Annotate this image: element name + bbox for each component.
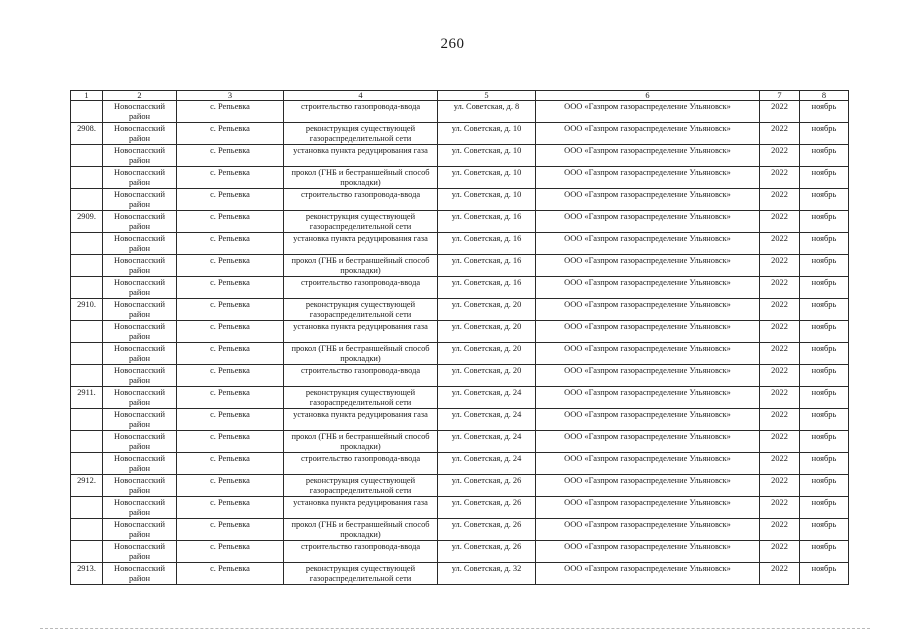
district-cell: Новоспасский район: [103, 189, 177, 211]
year-cell: 2022: [760, 321, 800, 343]
work-type-cell: установка пункта редуцирования газа: [284, 233, 438, 255]
year-cell: 2022: [760, 343, 800, 365]
organization-cell: ООО «Газпром газораспределение Ульяновск»: [536, 211, 760, 233]
settlement-cell: с. Репьевка: [177, 277, 284, 299]
row-number: [71, 167, 103, 189]
settlement-cell: с. Репьевка: [177, 189, 284, 211]
year-cell: 2022: [760, 299, 800, 321]
organization-cell: ООО «Газпром газораспределение Ульяновск»: [536, 387, 760, 409]
row-number: [71, 233, 103, 255]
column-header: 7: [760, 91, 800, 101]
row-number: [71, 101, 103, 123]
row-number: [71, 277, 103, 299]
address-cell: ул. Советская, д. 32: [438, 563, 536, 585]
row-number: [71, 409, 103, 431]
work-type-cell: прокол (ГНБ и бестраншейный способ прокладки): [284, 255, 438, 277]
address-cell: ул. Советская, д. 24: [438, 387, 536, 409]
month-cell: ноябрь: [800, 277, 849, 299]
organization-cell: ООО «Газпром газораспределение Ульяновск»: [536, 321, 760, 343]
work-type-cell: строительство газопровода-ввода: [284, 189, 438, 211]
year-cell: 2022: [760, 211, 800, 233]
address-cell: ул. Советская, д. 20: [438, 343, 536, 365]
address-cell: ул. Советская, д. 26: [438, 475, 536, 497]
header-row: [71, 91, 849, 101]
district-cell: Новоспасский район: [103, 145, 177, 167]
district-cell: Новоспасский район: [103, 101, 177, 123]
organization-cell: ООО «Газпром газораспределение Ульяновск»: [536, 431, 760, 453]
work-type-cell: прокол (ГНБ и бестраншейный способ прокладки): [284, 519, 438, 541]
address-cell: ул. Советская, д. 26: [438, 541, 536, 563]
address-cell: ул. Советская, д. 10: [438, 123, 536, 145]
organization-cell: ООО «Газпром газораспределение Ульяновск»: [536, 541, 760, 563]
row-number: [71, 431, 103, 453]
district-cell: Новоспасский район: [103, 167, 177, 189]
work-type-cell: реконструкция существующей газораспределительной сети: [284, 299, 438, 321]
row-number: 2912.: [71, 475, 103, 497]
table-row: [71, 475, 849, 497]
district-cell: Новоспасский район: [103, 387, 177, 409]
organization-cell: ООО «Газпром газораспределение Ульяновск»: [536, 453, 760, 475]
district-cell: Новоспасский район: [103, 299, 177, 321]
row-number: [71, 255, 103, 277]
address-cell: ул. Советская, д. 26: [438, 519, 536, 541]
work-type-cell: строительство газопровода-ввода: [284, 365, 438, 387]
month-cell: ноябрь: [800, 453, 849, 475]
row-number: [71, 321, 103, 343]
organization-cell: ООО «Газпром газораспределение Ульяновск»: [536, 497, 760, 519]
work-type-cell: реконструкция существующей газораспределительной сети: [284, 123, 438, 145]
year-cell: 2022: [760, 475, 800, 497]
settlement-cell: с. Репьевка: [177, 365, 284, 387]
year-cell: 2022: [760, 233, 800, 255]
table-header: [71, 91, 849, 101]
work-type-cell: строительство газопровода-ввода: [284, 453, 438, 475]
settlement-cell: с. Репьевка: [177, 519, 284, 541]
column-header: 1: [71, 91, 103, 101]
row-number: [71, 145, 103, 167]
year-cell: 2022: [760, 497, 800, 519]
work-type-cell: строительство газопровода-ввода: [284, 277, 438, 299]
table-row: [71, 541, 849, 563]
work-type-cell: реконструкция существующей газораспределительной сети: [284, 475, 438, 497]
work-type-cell: установка пункта редуцирования газа: [284, 409, 438, 431]
year-cell: 2022: [760, 101, 800, 123]
work-type-cell: прокол (ГНБ и бестраншейный способ прокладки): [284, 431, 438, 453]
organization-cell: ООО «Газпром газораспределение Ульяновск»: [536, 101, 760, 123]
organization-cell: ООО «Газпром газораспределение Ульяновск»: [536, 299, 760, 321]
settlement-cell: с. Репьевка: [177, 453, 284, 475]
organization-cell: ООО «Газпром газораспределение Ульяновск»: [536, 233, 760, 255]
page-number: 260: [440, 36, 465, 52]
district-cell: Новоспасский район: [103, 497, 177, 519]
settlement-cell: с. Репьевка: [177, 497, 284, 519]
district-cell: Новоспасский район: [103, 211, 177, 233]
table-row: [71, 321, 849, 343]
organization-cell: ООО «Газпром газораспределение Ульяновск»: [536, 563, 760, 585]
address-cell: ул. Советская, д. 16: [438, 277, 536, 299]
organization-cell: ООО «Газпром газораспределение Ульяновск»: [536, 123, 760, 145]
district-cell: Новоспасский район: [103, 123, 177, 145]
row-number: [71, 519, 103, 541]
year-cell: 2022: [760, 387, 800, 409]
work-type-cell: установка пункта редуцирования газа: [284, 497, 438, 519]
year-cell: 2022: [760, 123, 800, 145]
column-header: 4: [284, 91, 438, 101]
address-cell: ул. Советская, д. 10: [438, 189, 536, 211]
year-cell: 2022: [760, 453, 800, 475]
column-header: 2: [103, 91, 177, 101]
table-row: [71, 519, 849, 541]
month-cell: ноябрь: [800, 189, 849, 211]
organization-cell: ООО «Газпром газораспределение Ульяновск»: [536, 343, 760, 365]
year-cell: 2022: [760, 277, 800, 299]
district-cell: Новоспасский район: [103, 409, 177, 431]
organization-cell: ООО «Газпром газораспределение Ульяновск»: [536, 277, 760, 299]
table-row: [71, 101, 849, 123]
district-cell: Новоспасский район: [103, 233, 177, 255]
district-cell: Новоспасский район: [103, 365, 177, 387]
settlement-cell: с. Репьевка: [177, 299, 284, 321]
month-cell: ноябрь: [800, 343, 849, 365]
address-cell: ул. Советская, д. 10: [438, 145, 536, 167]
table-row: [71, 167, 849, 189]
year-cell: 2022: [760, 365, 800, 387]
table-row: [71, 145, 849, 167]
year-cell: 2022: [760, 409, 800, 431]
district-cell: Новоспасский район: [103, 277, 177, 299]
work-type-cell: реконструкция существующей газораспределительной сети: [284, 563, 438, 585]
row-number: [71, 343, 103, 365]
address-cell: ул. Советская, д. 16: [438, 233, 536, 255]
settlement-cell: с. Репьевка: [177, 409, 284, 431]
table-row: [71, 189, 849, 211]
month-cell: ноябрь: [800, 255, 849, 277]
district-cell: Новоспасский район: [103, 541, 177, 563]
year-cell: 2022: [760, 563, 800, 585]
address-cell: ул. Советская, д. 20: [438, 321, 536, 343]
district-cell: Новоспасский район: [103, 343, 177, 365]
year-cell: 2022: [760, 255, 800, 277]
work-type-cell: реконструкция существующей газораспределительной сети: [284, 211, 438, 233]
year-cell: 2022: [760, 431, 800, 453]
table-row: [71, 497, 849, 519]
organization-cell: ООО «Газпром газораспределение Ульяновск»: [536, 167, 760, 189]
work-type-cell: прокол (ГНБ и бестраншейный способ прокладки): [284, 167, 438, 189]
month-cell: ноябрь: [800, 233, 849, 255]
month-cell: ноябрь: [800, 365, 849, 387]
table-row: [71, 343, 849, 365]
month-cell: ноябрь: [800, 497, 849, 519]
settlement-cell: с. Репьевка: [177, 431, 284, 453]
month-cell: ноябрь: [800, 101, 849, 123]
table-row: [71, 123, 849, 145]
district-cell: Новоспасский район: [103, 453, 177, 475]
address-cell: ул. Советская, д. 26: [438, 497, 536, 519]
table-row: [71, 431, 849, 453]
register-table: [70, 90, 849, 585]
settlement-cell: с. Репьевка: [177, 145, 284, 167]
table-row: [71, 387, 849, 409]
row-number: [71, 189, 103, 211]
month-cell: ноябрь: [800, 519, 849, 541]
month-cell: ноябрь: [800, 123, 849, 145]
month-cell: ноябрь: [800, 431, 849, 453]
organization-cell: ООО «Газпром газораспределение Ульяновск»: [536, 145, 760, 167]
row-number: [71, 365, 103, 387]
work-type-cell: установка пункта редуцирования газа: [284, 321, 438, 343]
column-header: 6: [536, 91, 760, 101]
table-row: [71, 409, 849, 431]
work-type-cell: реконструкция существующей газораспределительной сети: [284, 387, 438, 409]
column-header: 3: [177, 91, 284, 101]
table-row: [71, 365, 849, 387]
settlement-cell: с. Репьевка: [177, 233, 284, 255]
district-cell: Новоспасский район: [103, 321, 177, 343]
month-cell: ноябрь: [800, 299, 849, 321]
organization-cell: ООО «Газпром газораспределение Ульяновск»: [536, 365, 760, 387]
address-cell: ул. Советская, д. 16: [438, 211, 536, 233]
row-number: 2911.: [71, 387, 103, 409]
district-cell: Новоспасский район: [103, 519, 177, 541]
row-number: [71, 453, 103, 475]
settlement-cell: с. Репьевка: [177, 255, 284, 277]
column-header: 8: [800, 91, 849, 101]
organization-cell: ООО «Газпром газораспределение Ульяновск»: [536, 409, 760, 431]
table-row: [71, 211, 849, 233]
organization-cell: ООО «Газпром газораспределение Ульяновск»: [536, 255, 760, 277]
address-cell: ул. Советская, д. 8: [438, 101, 536, 123]
month-cell: ноябрь: [800, 563, 849, 585]
settlement-cell: с. Репьевка: [177, 211, 284, 233]
settlement-cell: с. Репьевка: [177, 101, 284, 123]
work-type-cell: строительство газопровода-ввода: [284, 541, 438, 563]
table-row: [71, 233, 849, 255]
address-cell: ул. Советская, д. 16: [438, 255, 536, 277]
settlement-cell: с. Репьевка: [177, 167, 284, 189]
table-body: [71, 101, 849, 585]
year-cell: 2022: [760, 519, 800, 541]
month-cell: ноябрь: [800, 409, 849, 431]
month-cell: ноябрь: [800, 145, 849, 167]
address-cell: ул. Советская, д. 20: [438, 365, 536, 387]
month-cell: ноябрь: [800, 211, 849, 233]
district-cell: Новоспасский район: [103, 255, 177, 277]
month-cell: ноябрь: [800, 167, 849, 189]
settlement-cell: с. Репьевка: [177, 563, 284, 585]
settlement-cell: с. Репьевка: [177, 123, 284, 145]
settlement-cell: с. Репьевка: [177, 321, 284, 343]
row-number: 2913.: [71, 563, 103, 585]
address-cell: ул. Советская, д. 20: [438, 299, 536, 321]
table-row: [71, 277, 849, 299]
table-row: [71, 563, 849, 585]
settlement-cell: с. Репьевка: [177, 343, 284, 365]
organization-cell: ООО «Газпром газораспределение Ульяновск»: [536, 519, 760, 541]
address-cell: ул. Советская, д. 10: [438, 167, 536, 189]
work-type-cell: установка пункта редуцирования газа: [284, 145, 438, 167]
row-number: 2909.: [71, 211, 103, 233]
row-number: [71, 497, 103, 519]
district-cell: Новоспасский район: [103, 475, 177, 497]
month-cell: ноябрь: [800, 321, 849, 343]
settlement-cell: с. Репьевка: [177, 541, 284, 563]
address-cell: ул. Советская, д. 24: [438, 431, 536, 453]
year-cell: 2022: [760, 167, 800, 189]
scan-artifact-line: [40, 628, 870, 630]
month-cell: ноябрь: [800, 387, 849, 409]
month-cell: ноябрь: [800, 541, 849, 563]
year-cell: 2022: [760, 189, 800, 211]
settlement-cell: с. Репьевка: [177, 387, 284, 409]
table-row: [71, 299, 849, 321]
organization-cell: ООО «Газпром газораспределение Ульяновск»: [536, 189, 760, 211]
table-row: [71, 255, 849, 277]
work-type-cell: строительство газопровода-ввода: [284, 101, 438, 123]
district-cell: Новоспасский район: [103, 563, 177, 585]
year-cell: 2022: [760, 541, 800, 563]
address-cell: ул. Советская, д. 24: [438, 453, 536, 475]
district-cell: Новоспасский район: [103, 431, 177, 453]
row-number: 2908.: [71, 123, 103, 145]
row-number: [71, 541, 103, 563]
work-type-cell: прокол (ГНБ и бестраншейный способ прокладки): [284, 343, 438, 365]
year-cell: 2022: [760, 145, 800, 167]
row-number: 2910.: [71, 299, 103, 321]
organization-cell: ООО «Газпром газораспределение Ульяновск»: [536, 475, 760, 497]
column-header: 5: [438, 91, 536, 101]
settlement-cell: с. Репьевка: [177, 475, 284, 497]
table-row: [71, 453, 849, 475]
address-cell: ул. Советская, д. 24: [438, 409, 536, 431]
month-cell: ноябрь: [800, 475, 849, 497]
